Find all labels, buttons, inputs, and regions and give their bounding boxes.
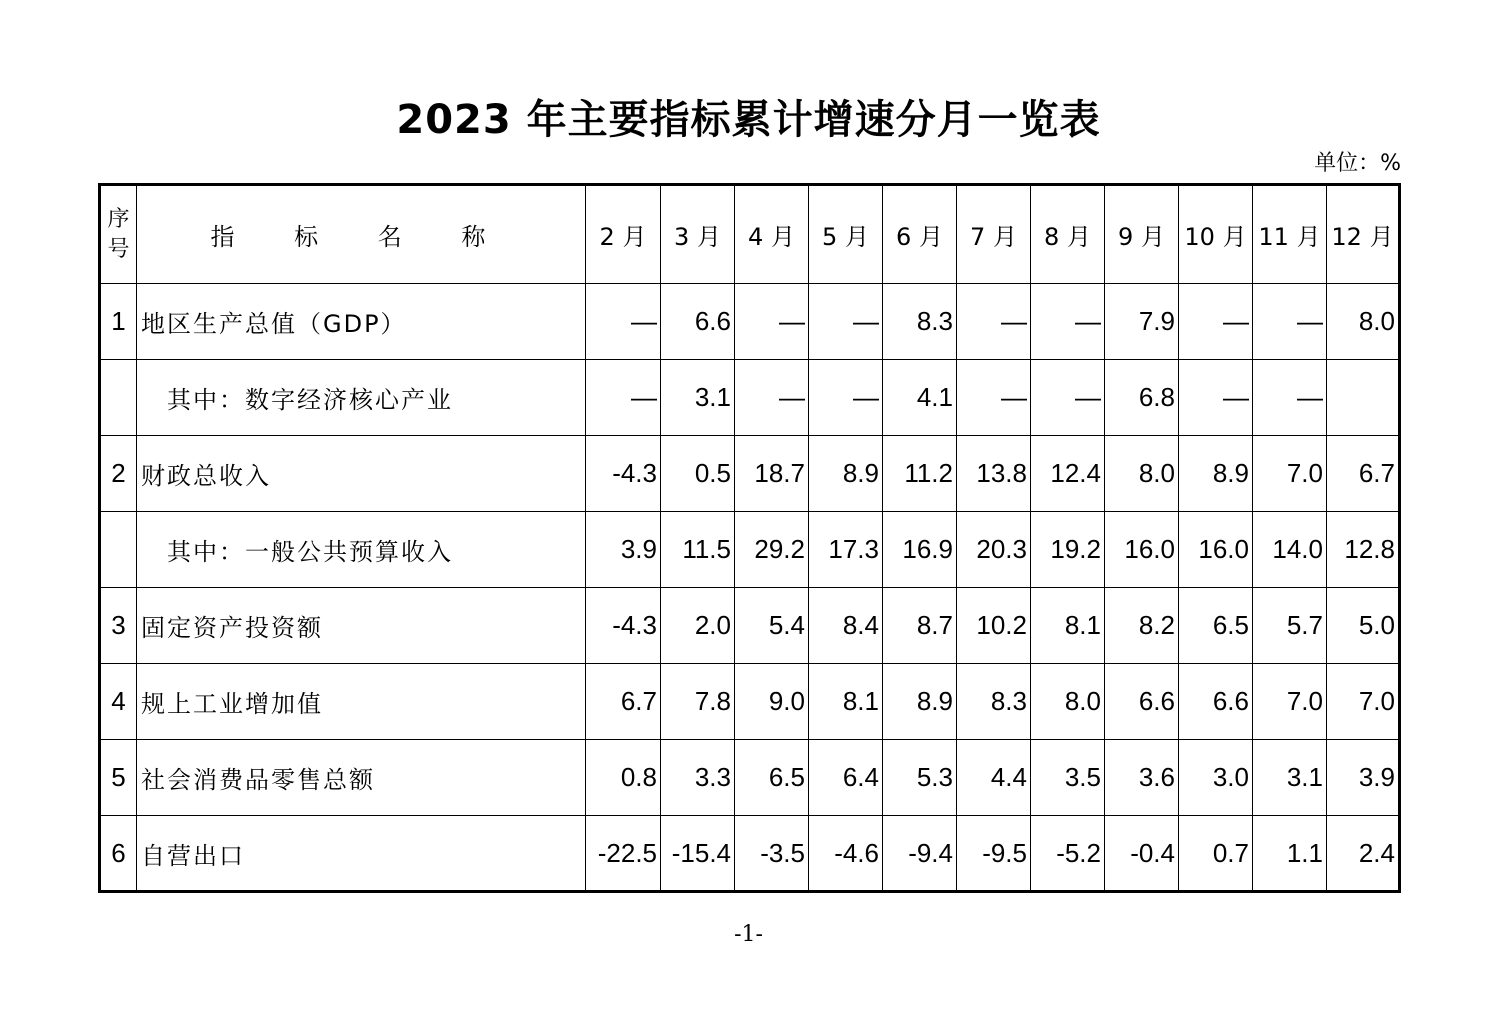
header-month: 10 月 xyxy=(1179,185,1253,284)
row-value-cell: — xyxy=(735,360,809,436)
row-seq: 4 xyxy=(100,664,137,740)
row-value-cell: 8.0 xyxy=(1031,664,1105,740)
row-value-cell: 6.5 xyxy=(1179,588,1253,664)
row-value-cell: 7.9 xyxy=(1105,284,1179,360)
row-value-cell: 7.0 xyxy=(1253,664,1327,740)
row-value-cell: — xyxy=(1253,360,1327,436)
table-row xyxy=(100,360,1400,436)
header-month: 11 月 xyxy=(1253,185,1327,284)
header-month: 4 月 xyxy=(735,185,809,284)
row-indicator-name: 自营出口 xyxy=(137,816,586,892)
table-row xyxy=(100,740,1400,816)
row-value-cell: 3.6 xyxy=(1105,740,1179,816)
header-month: 3 月 xyxy=(661,185,735,284)
header-month: 5 月 xyxy=(809,185,883,284)
row-value-cell: 2.4 xyxy=(1327,816,1400,892)
unit-label: 单位：% xyxy=(1314,151,1401,176)
page-number: -1- xyxy=(734,922,763,947)
row-value-cell: 6.6 xyxy=(1179,664,1253,740)
row-value-cell: -15.4 xyxy=(661,816,735,892)
row-value-cell: 8.0 xyxy=(1327,284,1400,360)
row-value-cell: 16.0 xyxy=(1179,512,1253,588)
row-value-cell: 6.7 xyxy=(586,664,661,740)
row-indicator-name: 地区生产总值（GDP） xyxy=(137,284,586,360)
row-value-cell: 1.1 xyxy=(1253,816,1327,892)
row-value-cell: 14.0 xyxy=(1253,512,1327,588)
table-row xyxy=(100,588,1400,664)
table-row xyxy=(100,816,1400,892)
row-value-cell: -9.5 xyxy=(957,816,1031,892)
header-name: 指 标 名 称 xyxy=(137,185,586,284)
row-value-cell: 10.2 xyxy=(957,588,1031,664)
table-header-row xyxy=(100,185,1400,284)
header-month: 12 月 xyxy=(1327,185,1400,284)
row-value-cell: 0.7 xyxy=(1179,816,1253,892)
row-value-cell: 3.0 xyxy=(1179,740,1253,816)
row-value-cell: 8.3 xyxy=(883,284,957,360)
header-month: 9 月 xyxy=(1105,185,1179,284)
row-value-cell: 5.4 xyxy=(735,588,809,664)
row-value-cell: — xyxy=(1031,284,1105,360)
row-value-cell: -22.5 xyxy=(586,816,661,892)
row-value-cell: — xyxy=(957,360,1031,436)
row-value-cell: 19.2 xyxy=(1031,512,1105,588)
row-value-cell: 8.4 xyxy=(809,588,883,664)
page-title: 2023 年主要指标累计增速分月一览表 xyxy=(396,97,1101,143)
header-seq: 序号 xyxy=(100,185,137,284)
row-value-cell: 11.5 xyxy=(661,512,735,588)
row-value-cell: 8.3 xyxy=(957,664,1031,740)
row-value-cell: 2.0 xyxy=(661,588,735,664)
row-value-cell: 8.2 xyxy=(1105,588,1179,664)
row-value-cell: 8.0 xyxy=(1105,436,1179,512)
row-value-cell: 18.7 xyxy=(735,436,809,512)
row-value-cell: -4.6 xyxy=(809,816,883,892)
row-value-cell: 16.0 xyxy=(1105,512,1179,588)
row-value-cell: — xyxy=(586,284,661,360)
row-value-cell: 7.0 xyxy=(1253,436,1327,512)
row-seq: 2 xyxy=(100,436,137,512)
row-value-cell: — xyxy=(1031,360,1105,436)
row-value-cell: 16.9 xyxy=(883,512,957,588)
row-value-cell: — xyxy=(809,360,883,436)
row-value-cell: 13.8 xyxy=(957,436,1031,512)
row-value-cell: 3.1 xyxy=(1253,740,1327,816)
row-value-cell: 3.3 xyxy=(661,740,735,816)
row-value-cell: 12.8 xyxy=(1327,512,1400,588)
table-row xyxy=(100,512,1400,588)
row-value-cell: 9.0 xyxy=(735,664,809,740)
table-row xyxy=(100,284,1400,360)
row-value-cell: 8.1 xyxy=(1031,588,1105,664)
row-value-cell: 3.1 xyxy=(661,360,735,436)
row-value-cell: 29.2 xyxy=(735,512,809,588)
row-seq xyxy=(100,512,137,588)
row-value-cell: 12.4 xyxy=(1031,436,1105,512)
row-value-cell: -9.4 xyxy=(883,816,957,892)
header-month: 6 月 xyxy=(883,185,957,284)
row-value-cell: — xyxy=(586,360,661,436)
row-value-cell: — xyxy=(957,284,1031,360)
header-month: 8 月 xyxy=(1031,185,1105,284)
table-row xyxy=(100,664,1400,740)
row-value-cell: 5.7 xyxy=(1253,588,1327,664)
row-value-cell: 17.3 xyxy=(809,512,883,588)
row-value-cell: — xyxy=(809,284,883,360)
row-value-cell: -5.2 xyxy=(1031,816,1105,892)
row-value-cell: 4.4 xyxy=(957,740,1031,816)
row-value-cell: -3.5 xyxy=(735,816,809,892)
row-value-cell: 11.2 xyxy=(883,436,957,512)
row-value-cell: 0.5 xyxy=(661,436,735,512)
row-seq: 1 xyxy=(100,284,137,360)
row-value-cell: — xyxy=(1179,360,1253,436)
row-value-cell: -4.3 xyxy=(586,436,661,512)
row-value-cell: — xyxy=(735,284,809,360)
row-value-cell: 6.4 xyxy=(809,740,883,816)
row-value-cell: 8.9 xyxy=(1179,436,1253,512)
row-value-cell xyxy=(1327,360,1400,436)
table-body xyxy=(100,284,1400,892)
row-seq: 5 xyxy=(100,740,137,816)
row-seq: 3 xyxy=(100,588,137,664)
row-value-cell: 6.5 xyxy=(735,740,809,816)
row-value-cell: — xyxy=(1179,284,1253,360)
row-indicator-name: 规上工业增加值 xyxy=(137,664,586,740)
header-month: 7 月 xyxy=(957,185,1031,284)
indicator-table xyxy=(98,183,1401,893)
row-indicator-name: 其中：数字经济核心产业 xyxy=(137,360,586,436)
row-value-cell: 5.3 xyxy=(883,740,957,816)
row-seq: 6 xyxy=(100,816,137,892)
row-value-cell: 3.9 xyxy=(1327,740,1400,816)
row-value-cell: 3.5 xyxy=(1031,740,1105,816)
row-value-cell: 8.7 xyxy=(883,588,957,664)
row-value-cell: 6.6 xyxy=(1105,664,1179,740)
row-value-cell: 4.1 xyxy=(883,360,957,436)
row-indicator-name: 财政总收入 xyxy=(137,436,586,512)
row-seq xyxy=(100,360,137,436)
table-row xyxy=(100,436,1400,512)
row-value-cell: 7.0 xyxy=(1327,664,1400,740)
row-value-cell: -0.4 xyxy=(1105,816,1179,892)
row-value-cell: 8.9 xyxy=(883,664,957,740)
row-value-cell: 20.3 xyxy=(957,512,1031,588)
row-indicator-name: 社会消费品零售总额 xyxy=(137,740,586,816)
row-value-cell: 6.6 xyxy=(661,284,735,360)
row-indicator-name: 固定资产投资额 xyxy=(137,588,586,664)
row-value-cell: 3.9 xyxy=(586,512,661,588)
row-value-cell: 8.1 xyxy=(809,664,883,740)
row-value-cell: 6.7 xyxy=(1327,436,1400,512)
row-indicator-name: 其中：一般公共预算收入 xyxy=(137,512,586,588)
row-value-cell: 6.8 xyxy=(1105,360,1179,436)
header-month: 2 月 xyxy=(586,185,661,284)
row-value-cell: 8.9 xyxy=(809,436,883,512)
row-value-cell: — xyxy=(1253,284,1327,360)
row-value-cell: 0.8 xyxy=(586,740,661,816)
row-value-cell: 5.0 xyxy=(1327,588,1400,664)
row-value-cell: -4.3 xyxy=(586,588,661,664)
row-value-cell: 7.8 xyxy=(661,664,735,740)
